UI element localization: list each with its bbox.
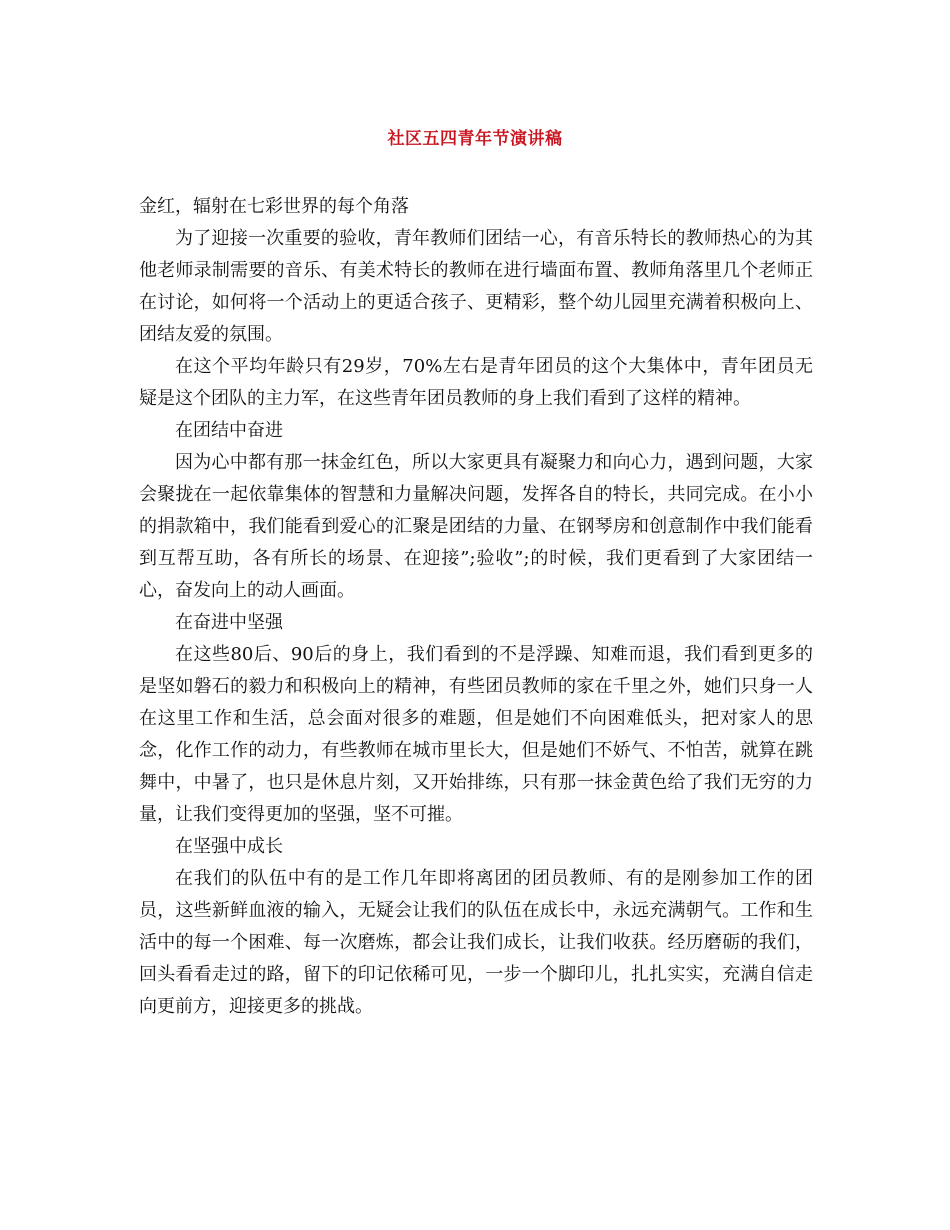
section-heading-growth: 在坚强中成长: [175, 836, 283, 857]
paragraph-youth-members: 在这个平均年龄只有29岁，70%左右是青年团员的这个大集体中，青年团员无疑是这个团队的主力军，在这些青年团员教师的身上我们看到了这样的精神。: [139, 356, 813, 409]
section-heading-strength: 在奋进中坚强: [175, 612, 283, 633]
paragraph-growth: 在我们的队伍中有的是工作几年即将离团的团员教师、有的是刚参加工作的团员，这些新鲜血液的输入，无疑会让我们的队伍在成长中，永远充满朝气。工作和生活中的每一个困难、每一次磨炼，都会让我们成长，让我们收获。经历磨砺的我们，回头看看走过的路，留下的印记依稀可见，一步一个脚印儿，扎扎实实，充满自信走向更前方，迎接更多的挑战。: [139, 868, 813, 1017]
document-title: 社区五四青年节演讲稿: [387, 129, 563, 149]
paragraph-strength: 在这些80后、90后的身上，我们看到的不是浮躁、知难而退，我们看到更多的是坚如磐石的毅力和积极向上的精神，有些团员教师的家在千里之外，她们只身一人在这里工作和生活，总会面对很多的难题，但是她们不向困难低头，把对家人的思念，化作工作的动力，有些教师在城市里长大，但是她们不娇气、不怕苦，就算在跳舞中，中暑了，也只是休息片刻，又开始排练，只有那一抹金黄色给了我们无穷的力量，让我们变得更加的坚强，坚不可摧。: [139, 644, 813, 825]
paragraph-opening-line: 金红，辐射在七彩世界的每个角落: [139, 196, 409, 217]
document-body: [139, 191, 813, 1023]
section-heading-unity: 在团结中奋进: [175, 420, 283, 441]
paragraph-unity: 因为心中都有那一抹金红色，所以大家更具有凝聚力和向心力，遇到问题，大家会聚拢在一起依靠集体的智慧和力量解决问题，发挥各自的特长，共同完成。在小小的捐款箱中，我们能看到爱心的汇聚是团结的力量、在钢琴房和创意制作中我们能看到互帮互助，各有所长的场景、在迎接”;验收”;的时候，我们更看到了大家团结一心，奋发向上的动人画面。: [139, 452, 813, 601]
paragraph-acceptance-preparation: 为了迎接一次重要的验收，青年教师们团结一心，有音乐特长的教师热心的为其他老师录制需要的音乐、有美术特长的教师在进行墙面布置、教师角落里几个老师正在讨论，如何将一个活动上的更适合孩子、更精彩，整个幼儿园里充满着积极向上、团结友爱的氛围。: [139, 228, 813, 345]
